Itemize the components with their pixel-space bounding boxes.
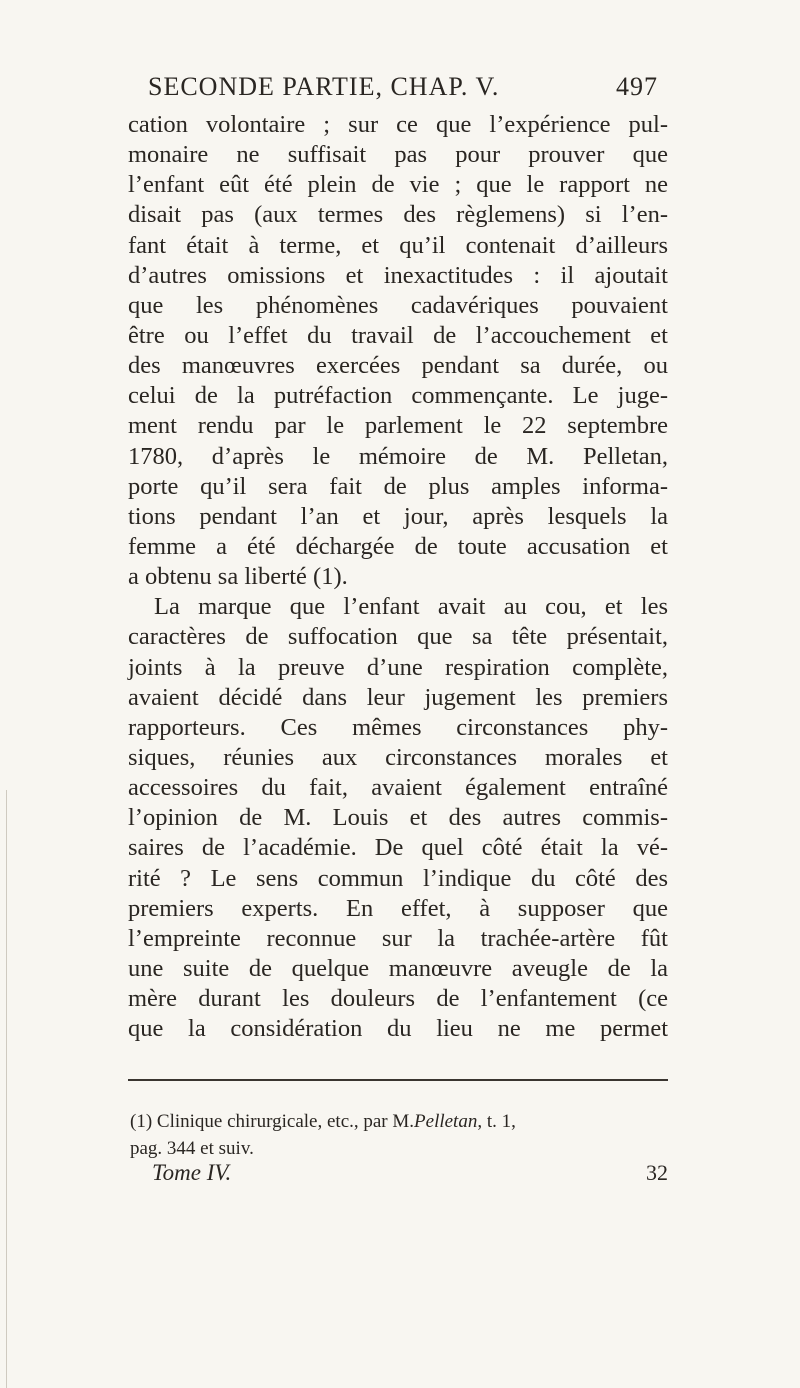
text-line: caractères de suffocation que sa tête présentait, <box>128 623 668 651</box>
tome-label: Tome IV. <box>152 1160 232 1185</box>
text-line: ment rendu par le parlement le 22 septembre <box>128 412 668 440</box>
text-line: d’autres omissions et inexactitudes : il ajoutait <box>128 261 668 289</box>
text-line: siques, réunies aux circonstances morales et <box>128 743 668 771</box>
text-line: rapporteurs. Ces mêmes circonstances phy- <box>128 713 668 741</box>
text-line: mère durant les douleurs de l’enfantement (ce <box>128 985 668 1013</box>
text-line: monaire ne suffisait pas pour prouver que <box>128 141 668 169</box>
footnote-rule <box>128 1079 668 1081</box>
text-line: des manœuvres exercées pendant sa durée, ou <box>128 352 668 380</box>
text-line: être ou l’effet du travail de l’accouchement et <box>128 321 668 349</box>
footnote-line: pag. 344 et suiv. <box>130 1138 254 1159</box>
text-line: rité ? Le sens commun l’indique du côté des <box>128 864 668 892</box>
footnote-author: Pelletan <box>414 1111 478 1132</box>
text-line: que les phénomènes cadavériques pouvaient <box>128 291 668 319</box>
signature-line <box>130 1160 668 1190</box>
footnote-text: , t. 1, <box>477 1111 516 1132</box>
sheet-number: 32 <box>646 1160 668 1185</box>
text-line: celui de la putréfaction commençante. Le juge- <box>128 382 668 410</box>
footnote-line <box>130 1108 668 1135</box>
text-line: l’enfant eût été plein de vie ; que le rapport ne <box>128 171 668 199</box>
text-line: que la considération du lieu ne me permet <box>128 1015 668 1043</box>
text-line: a obtenu sa liberté (1). <box>128 563 348 591</box>
text-line: femme a été déchargée de toute accusation et <box>128 532 668 560</box>
text-line: accessoires du fait, avaient également entraîné <box>128 774 668 802</box>
text-line: une suite de quelque manœuvre aveugle de la <box>128 954 668 982</box>
text-line: La marque que l’enfant avait au cou, et les <box>154 593 668 621</box>
page-edge-shadow <box>6 790 7 1388</box>
text-line: joints à la preuve d’une respiration complète, <box>128 653 668 681</box>
text-line: avaient décidé dans leur jugement les premiers <box>128 683 668 711</box>
page-number: 497 <box>616 72 658 101</box>
text-line: saires de l’académie. De quel côté était la vé- <box>128 834 668 862</box>
text-line: tions pendant l’an et jour, après lesquels la <box>128 502 668 530</box>
footnote-text: (1) Clinique chirurgicale, etc., par M. <box>130 1111 415 1132</box>
running-title: SECONDE PARTIE, CHAP. V. <box>148 72 500 101</box>
body-text <box>128 110 668 1044</box>
footnote <box>130 1108 668 1162</box>
text-line: disait pas (aux termes des règlemens) si l’en- <box>128 201 668 229</box>
text-line: 1780, d’après le mémoire de M. Pelletan, <box>128 442 668 470</box>
text-line: l’empreinte reconnue sur la trachée-artère fût <box>128 924 668 952</box>
text-line: porte qu’il sera fait de plus amples informa- <box>128 472 668 500</box>
running-header <box>148 72 658 112</box>
text-line: l’opinion de M. Louis et des autres commis- <box>128 804 668 832</box>
text-line: fant était à terme, et qu’il contenait d’ailleurs <box>128 231 668 259</box>
text-line: premiers experts. En effet, à supposer que <box>128 894 668 922</box>
text-line: cation volontaire ; sur ce que l’expérience pul- <box>128 111 668 138</box>
